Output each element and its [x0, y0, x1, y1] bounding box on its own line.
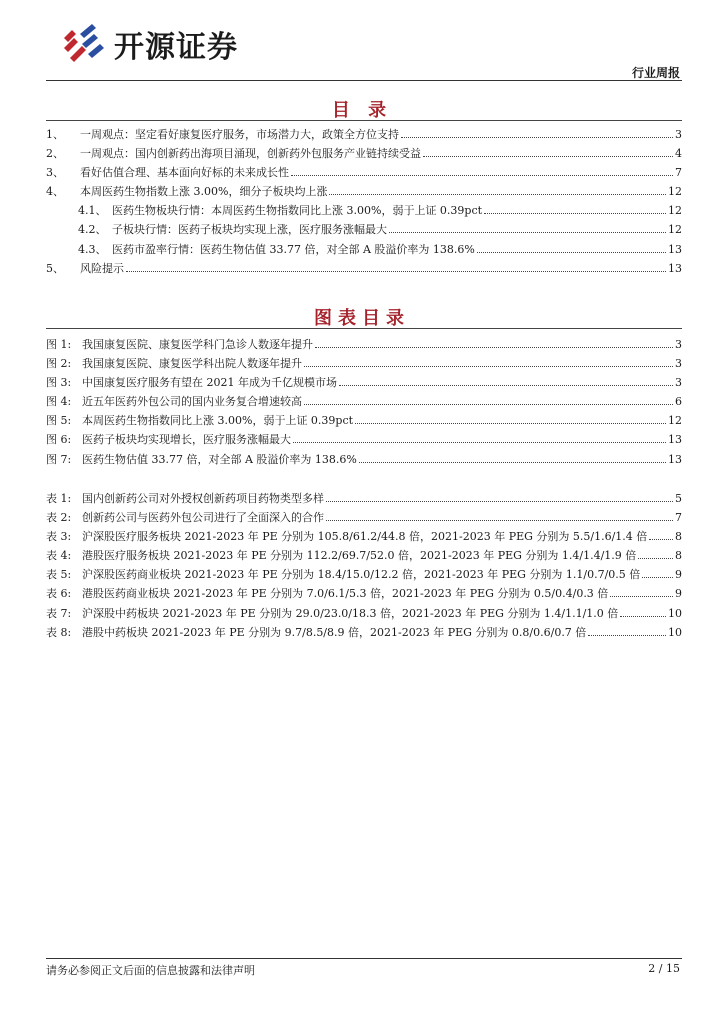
table-entry[interactable]: 表 2: 创新药公司与医药外包公司进行了全面深入的合作 7: [46, 511, 682, 525]
table-entry[interactable]: 表 7: 沪深股中药板块 2021-2023 年 PE 分别为 29.0/23.0/18.3 倍，2021-2023 年 PEG 分别为 1.4/1.1/1.0 倍 10: [46, 606, 682, 620]
toc-title: 目 录: [331, 100, 393, 121]
table-entry[interactable]: 表 8: 港股中药板块 2021-2023 年 PE 分别为 9.7/8.5/8.9 倍，2021-2023 年 PEG 分别为 0.8/0.6/0.7 倍 10: [46, 625, 682, 639]
toc-subentry[interactable]: 4.3、 医药市盈率行情：医药生物估值 33.77 倍，对全部 A 股溢价率为 138.6% 13: [78, 242, 682, 256]
table-list: [46, 490, 682, 643]
toc-title-divider: [46, 120, 682, 121]
company-logo: [62, 22, 238, 66]
table-entry[interactable]: 表 6: 港股医药商业板块 2021-2023 年 PE 分别为 7.0/6.1/5.3 倍，2021-2023 年 PEG 分别为 0.5/0.4/0.3 倍 9: [46, 587, 682, 601]
toc-entry[interactable]: 1、 一周观点：坚定看好康复医疗服务，市场潜力大，政策全方位支持 3: [46, 128, 682, 141]
chart-list: [46, 336, 682, 470]
table-entry[interactable]: 表 3: 沪深股医疗服务板块 2021-2023 年 PE 分别为 105.8/61.2/44.8 倍，2021-2023 年 PEG 分别为 5.5/1.6/1.4 倍 8: [46, 530, 682, 544]
page-number: 2 / 15: [648, 962, 680, 975]
toc-entry[interactable]: 3、 看好估值合理、基本面向好标的未来成长性 7: [46, 166, 682, 180]
chart-entry[interactable]: 图 4: 近五年医药外包公司的国内业务复合增速较高 6: [46, 395, 682, 409]
toc-entry[interactable]: 2、 一周观点：国内创新药出海项目涌现，创新药外包服务产业链持续受益 4: [46, 147, 682, 161]
table-entry[interactable]: 表 4: 港股医疗服务板块 2021-2023 年 PE 分别为 112.2/69.7/52.0 倍，2021-2023 年 PEG 分别为 1.4/1.4/1.9 倍 8: [46, 549, 682, 563]
table-entry[interactable]: 表 5: 沪深股医药商业板块 2021-2023 年 PE 分别为 18.4/15.0/12.2 倍，2021-2023 年 PEG 分别为 1.1/0.7/0.5 倍 9: [46, 568, 682, 582]
chart-entry[interactable]: 图 6: 医药子板块均实现增长，医疗服务涨幅最大 13: [46, 433, 682, 447]
toc-entry[interactable]: 5、 风险提示 13: [46, 261, 682, 275]
footer-disclaimer: 请务必参阅正文后面的信息披露和法律声明: [46, 964, 255, 977]
toc-subentry[interactable]: 4.2、 子板块行情：医药子板块均实现上涨，医疗服务涨幅最大 12: [78, 223, 682, 237]
chart-entry[interactable]: 图 5: 本周医药生物指数同比上涨 3.00%，弱于上证 0.39pct 12: [46, 414, 682, 428]
report-type: 行业周报: [631, 66, 680, 80]
table-entry[interactable]: 表 1: 国内创新药公司对外授权创新药项目药物类型多样 5: [46, 492, 682, 505]
toc-subentry[interactable]: 4.1、 医药生物板块行情：本周医药生物指数同比上涨 3.00%，弱于上证 0.39pct 12: [78, 204, 682, 218]
chart-entry[interactable]: 图 1: 我国康复医院、康复医学科门急诊人数逐年提升 3: [46, 338, 682, 351]
chart-entry[interactable]: 图 7: 医药生物估值 33.77 倍，对全部 A 股溢价率为 138.6% 13: [46, 452, 682, 466]
figures-title: 图表目录: [314, 308, 410, 329]
chart-entry[interactable]: 图 3: 中国康复医疗服务有望在 2021 年成为千亿规模市场 3: [46, 376, 682, 390]
header-divider: [46, 80, 682, 81]
footer-divider: [46, 958, 682, 959]
kaiyuan-logo-icon: [62, 24, 106, 64]
toc-entry[interactable]: 4、 本周医药生物指数上涨 3.00%，细分子板块均上涨 12: [46, 185, 682, 199]
toc-list: [46, 126, 682, 279]
figures-title-divider: [46, 328, 682, 329]
brand-name: 开源证券: [114, 30, 238, 65]
chart-entry[interactable]: 图 2: 我国康复医院、康复医学科出院人数逐年提升 3: [46, 357, 682, 371]
